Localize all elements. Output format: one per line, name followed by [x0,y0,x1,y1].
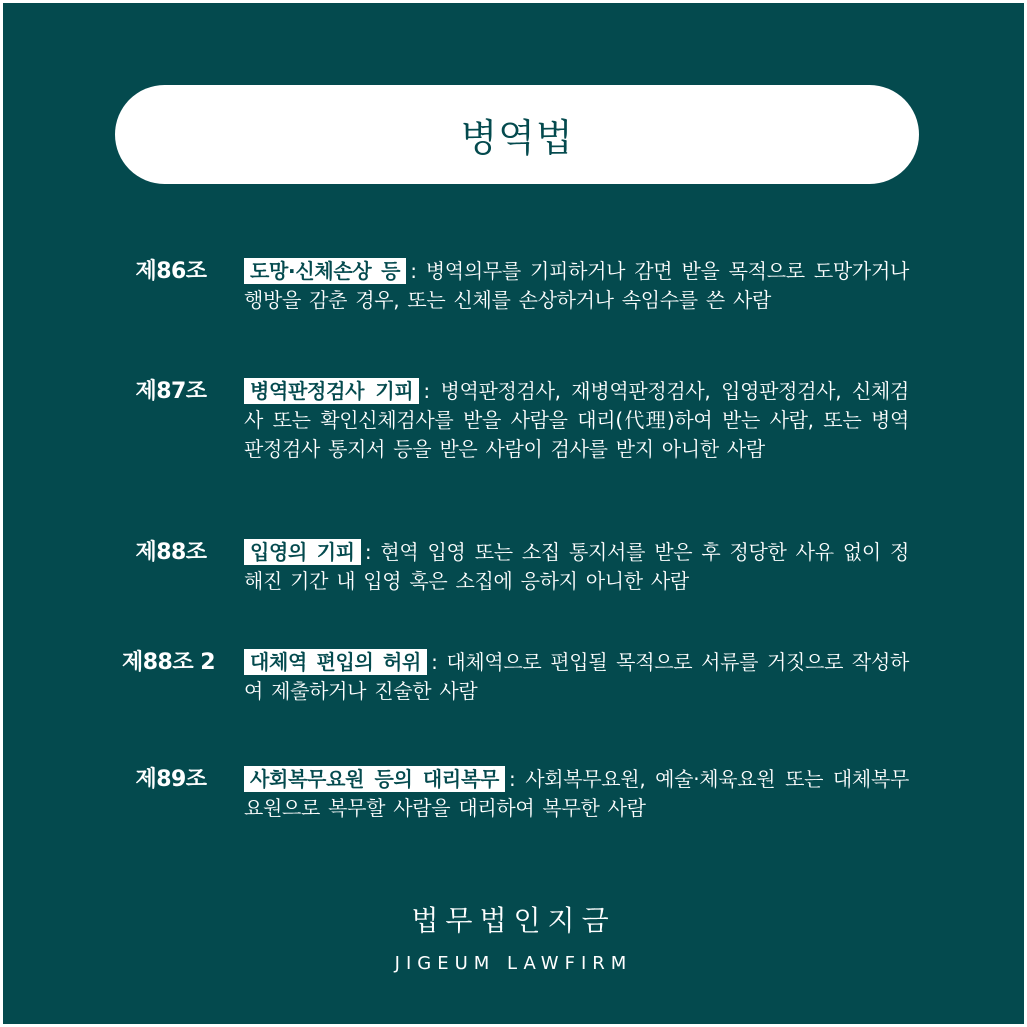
article-text: : 대체역으로 편입될 목적으로 서류를 거짓으로 작성하여 제출하거나 진술한 사람 [244,650,909,703]
article-number: 제87조 [135,379,207,404]
article-heading: 사회복무요원 등의 대리복무 [244,766,505,792]
article-text: : 사회복무요원, 예술·체육요원 또는 대체복무요원으로 복무할 사람을 대리하여 복무한 사람 [244,767,909,820]
law-card [3,3,1024,1024]
firm-name-korean: 법무법인지금 [411,904,616,937]
article-text: : 병역의무를 기피하거나 감면 받을 목적으로 도망가거나 행방을 감춘 경우, 또는 신체를 손상하거나 속임수를 쓴 사람 [244,259,909,312]
article-heading: 대체역 편입의 허위 [244,649,427,675]
article-body [244,538,909,596]
article-body [244,648,909,706]
article-text: : 병역판정검사, 재병역판정검사, 입영판정검사, 신체검사 또는 확인신체검사를 받을 사람을 대리(代理)하여 받는 사람, 또는 병역판정검사 통지서 등을 받은 사람이 검사를 받지 아니한 사람 [244,379,909,461]
article-number: 제88조 2 [121,650,216,675]
article-heading: 병역판정검사 기피 [244,378,419,404]
article-number: 제88조 [135,540,207,565]
article-heading: 도망·신체손상 등 [244,258,406,284]
article-text: : 현역 입영 또는 소집 통지서를 받은 후 정당한 사유 없이 정해진 기간 내 입영 혹은 소집에 응하지 아니한 사람 [244,540,910,593]
article-body [244,257,909,315]
article-number: 제89조 [135,767,207,792]
article-heading: 입영의 기피 [244,539,361,565]
firm-name-english: JIGEUM LAWFIRM [394,953,633,974]
article-body [244,765,909,823]
article-body [244,377,909,464]
article-number: 제86조 [135,259,207,284]
page-title: 병역법 [460,116,574,160]
title-banner [115,85,919,184]
